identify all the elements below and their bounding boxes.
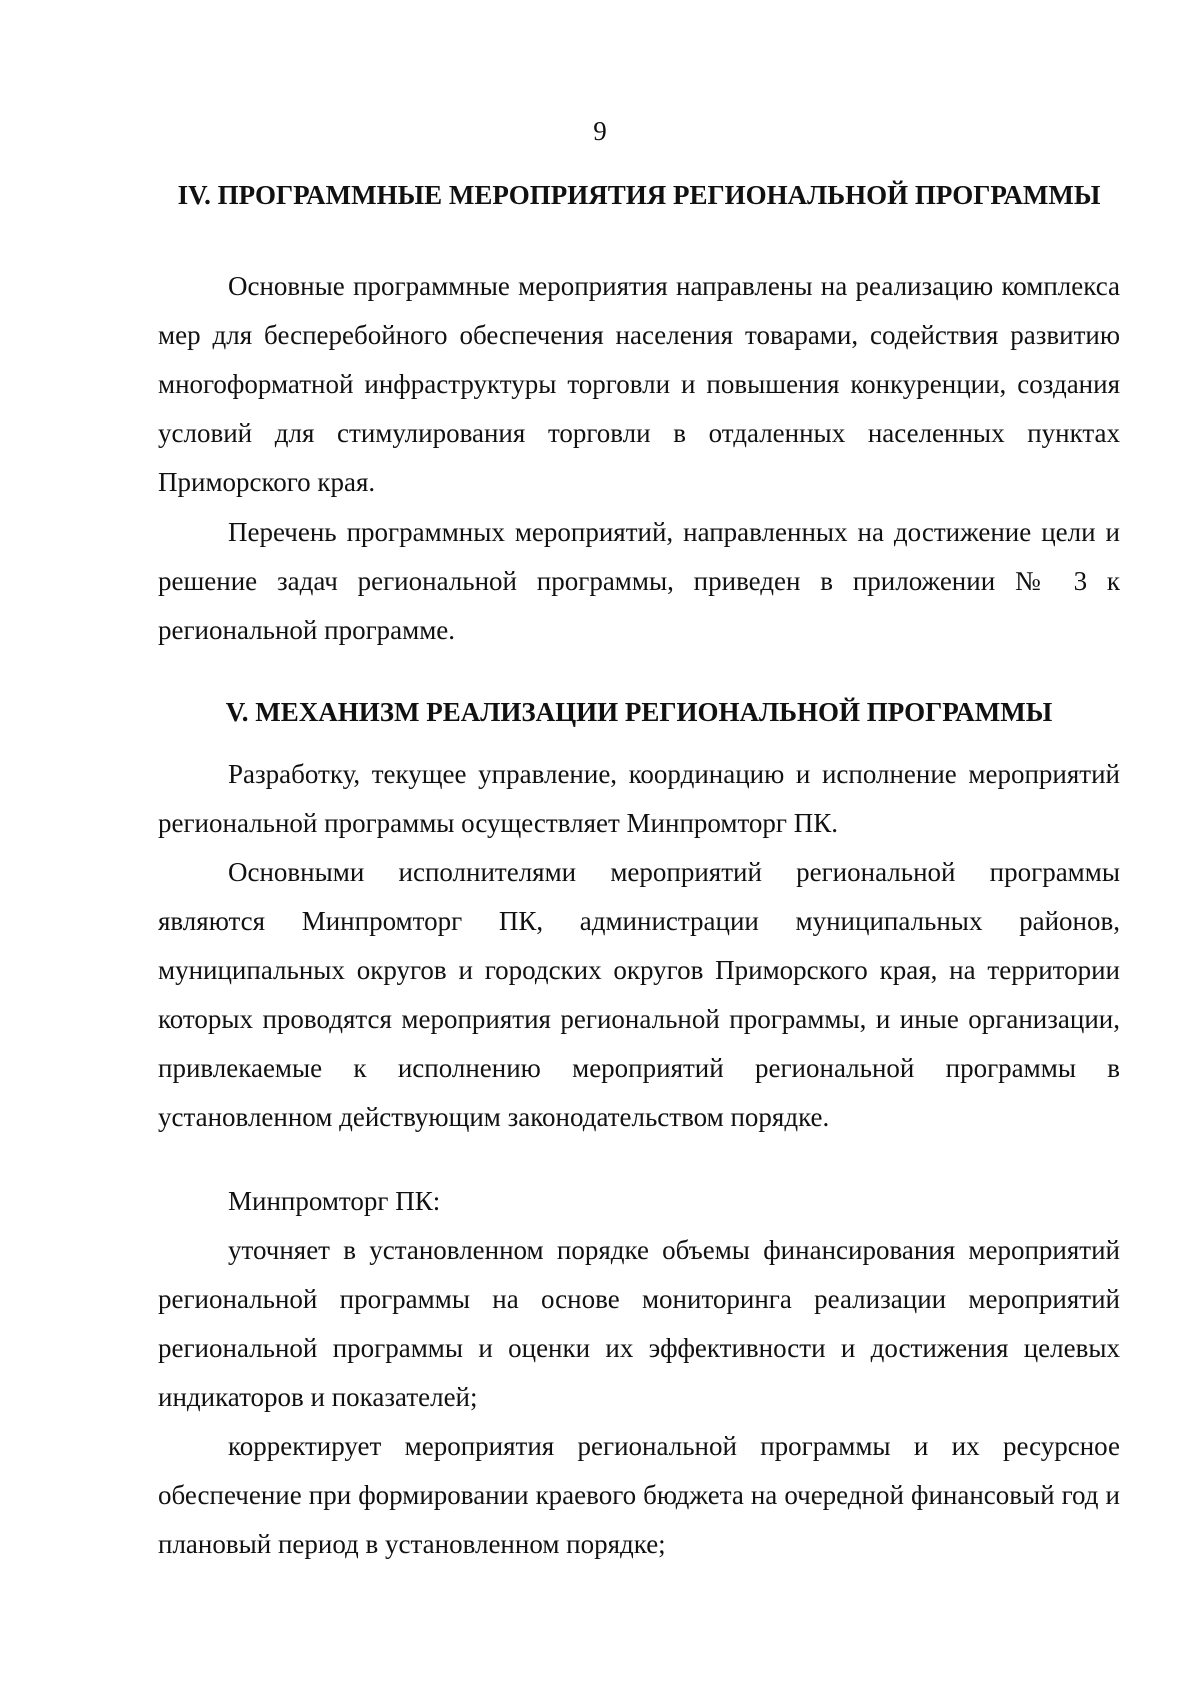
section-4-heading: IV. ПРОГРАММНЫЕ МЕРОПРИЯТИЯ РЕГИОНАЛЬНОЙ ПРОГРАММЫ: [177, 180, 1101, 210]
section-4-paragraph-1: Основные программные мероприятия направлены на реализацию комплекса мер для бесперебойного обеспечения населения товарами, содействия развитию многоформатной инфраструктуры торговли и повышения конкуренции, создания условий для стимулирования торговли в отдаленных населенных пунктах Приморского края.: [158, 271, 1120, 497]
section-5-paragraph-5: корректирует мероприятия региональной программы и их ресурсное обеспечение при формировании краевого бюджета на очередной финансовый год и плановый период в установленном порядке;: [158, 1431, 1120, 1559]
section-5-paragraph-2: Основными исполнителями мероприятий региональной программы являются Минпромторг ПК, администрации муниципальных районов, муниципальных округов и городских округов Приморского края, на территории которых проводятся мероприятия региональной программы, и иные организации, привлекаемые к исполнению мероприятий региональной программы в установленном действующим законодательством порядке.: [158, 857, 1120, 1132]
page-number: 9: [593, 116, 607, 146]
section-4-paragraph-2: Перечень программных мероприятий, направленных на достижение цели и решение задач региональной программы, приведен в приложении № 3 к региональной программе.: [158, 517, 1120, 645]
section-5-paragraph-1: Разработку, текущее управление, координацию и исполнение мероприятий региональной программы осуществляет Минпромторг ПК.: [158, 759, 1120, 838]
section-5-paragraph-3: Минпромторг ПК:: [228, 1186, 441, 1216]
section-5-paragraph-4: уточняет в установленном порядке объемы финансирования мероприятий региональной программы на основе мониторинга реализации мероприятий региональной программы и оценки их эффективности и достижения целевых индикаторов и показателей;: [158, 1235, 1120, 1412]
section-5-heading: V. МЕХАНИЗМ РЕАЛИЗАЦИИ РЕГИОНАЛЬНОЙ ПРОГРАММЫ: [225, 697, 1053, 727]
